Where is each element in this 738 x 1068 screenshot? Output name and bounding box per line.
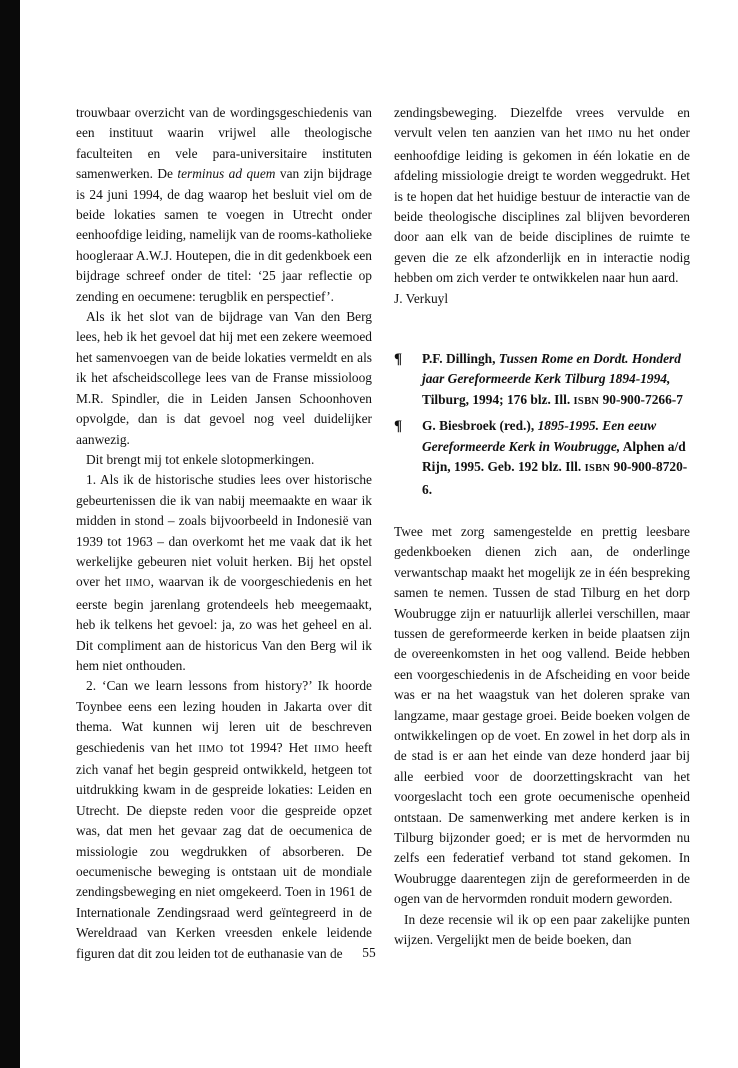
paragraph: 1. Als ik de historische studies lees over historische gebeurtenissen die ik van nabij meemaakte en waar ik midden in stond – zoals bijvoorbeeld in Indonesië van 1939 tot 1963 – dan overkomt het me vaak dat ik het werkelijke gebeuren niet voluit herken. Bij het opstel over het IIMO, waarvan ik de voorgeschiedenis en het eerste begin jarenlang grotendeels heb meegemaakt, heb ik telkens het gevoel: ja, zo was het geheel en al. Dit compliment aan de historicus Van den Berg wil ik hem niet onthouden. <box>76 472 372 673</box>
paragraph: Dit brengt mij tot enkele slotopmerkingen. <box>86 451 315 467</box>
italic-phrase: terminus ad quem <box>177 166 276 182</box>
paragraph: Twee met zorg samengestelde en prettig leesbare gedenkboeken dienen zich aan, de onderlinge verwantschap maakt het mogelijk ze in één bespreking samen te nemen. Tussen de stad Tilburg en het dorp Woubrugge zijn er natuurlijk allerlei verschillen, maar tussen de gereformeerde kerken in beide plaatsen zijn de overeenkomsten in het oog vallend. Beide hebben een voorgeschiedenis in de Afscheiding en voor beide was er na het waagstuk van het doleren sprake van langzame, maar gestage groei. Beide boeken volgen de ontwikkelingen op de voet. En zowel in het dorp als in de stad is er aan het einde van deze honderd jaar bij alle eerbied voor de doorzettingskracht van het voorgeslacht toch een grote oecumenische openheid ontstaan. De samenwerking met andere kerken is in Tilburg bijzonder goed; er is met de hervormden nu zelfs een federatief verband tot stand gekomen. In Woubrugge daarentegen zijn de gereformeerden in de ogen van de hervormden ronduit modern geworden. <box>394 523 690 907</box>
book-title: Tussen Rome en Dordt. Honderd jaar Gereformeerde Kerk Tilburg 1894-1994, <box>422 351 681 387</box>
book-reference: ¶ G. Biesbroek (red.), 1895-1995. Een eeuw Gereformeerde Kerk in Woubrugge, Alphen a/d Rijn, 1995. Geb. 192 blz. Ill. ISBN 90-900-8720-6. <box>394 416 690 500</box>
paragraph: zendingsbeweging. Diezelfde vrees vervulde en vervult velen ten aanzien van het IIMO nu het onder eenhoofdige leiding is gekomen in één lokatie en de afdeling missiologie dreigt te worden weggedrukt. Het is te hopen dat het huidige bestuur de interactie van de beide theologische disciplines zal blijven bevorderen door aan elk van de beide disciplines de ruimte te geven die ze elk afzonderlijk en in interactie nodig hebben om zich verder te ontwikkelen naar hun aard. <box>394 105 691 286</box>
book-reference: ¶ P.F. Dillingh, Tussen Rome en Dordt. Honderd jaar Gereformeerde Kerk Tilburg 1894-1994, Tilburg, 1994; 176 blz. Ill. ISBN 90-900-7266-7 <box>394 349 690 412</box>
acronym-iimo: IIMO <box>314 743 340 755</box>
left-column <box>76 103 372 964</box>
book-references <box>394 349 690 500</box>
paragraph: 2. ‘Can we learn lessons from history?’ Ik hoorde Toynbee eens een lezing houden in Jakarta over dit thema. Wat kunnen wij leren uit de beschreven geschiedenis van het IIMO tot 1994? Het IIMO heeft zich vanaf het begin gespreid ontwikkeld, hetgeen tot uitdrukking kwam in de gespreide lokaties: Leiden en Utrecht. De diepste reden voor die gespreide opzet was, dat men het gevaar zag dat de oecumenica de missiologie zou wegdrukken of absorberen. De oecumenische beweging is ontstaan uit de mondiale zendingsbeweging en niet omgekeerd. Toen in 1961 de Internationale Zendingsraad werd geïntegreerd in de Wereldraad van Kerken vreesden enkele leidende figuren dat dit zou leiden tot de euthanasie van de <box>76 678 373 961</box>
acronym-iimo: IIMO <box>125 578 151 590</box>
pilcrow-icon: ¶ <box>394 418 403 435</box>
acronym-iimo: IIMO <box>587 129 613 141</box>
book-title: 1895-1995. Een eeuw Gereformeerde Kerk in Woubrugge, <box>422 418 657 454</box>
review-body <box>394 522 690 951</box>
right-column <box>394 103 690 950</box>
scan-edge-shadow <box>0 0 20 1068</box>
acronym-iimo: IIMO <box>198 743 224 755</box>
pilcrow-icon: ¶ <box>394 351 403 368</box>
paragraph: trouwbaar overzicht van de wordingsgeschiedenis van een instituut waarin vrijwel alle theologische faculteiten en vele para-universitaire instituten samenwerken. De terminus ad quem van zijn bijdrage is 24 juni 1994, de dag waarop het besluit viel om de beide lokaties samen te voegen in Utrecht onder eenhoofdige leiding, namelijk van de rooms-katholieke hoogleraar A.W.J. Houtepen, die in dit gedenkboek een bijdrage schreef onder de titel: ‘25 jaar reflectie op zending en oecumene: terugblik en perspectief’. <box>76 105 372 304</box>
paragraph: Als ik het slot van de bijdrage van Van den Berg lees, heb ik het gevoel dat hij met een zekere weemoed het samenvoegen van de beide lokaties vermeldt en als ik het afscheidscollege lees van de Franse missioloog M.R. Spindler, die in Leiden Jansen Schoonhoven opvolgde, dan is dat gevoel nog veel duidelijker aanwezig. <box>76 309 372 447</box>
paragraph: In deze recensie wil ik op een paar zakelijke punten wijzen. Vergelijkt men de beide boeken, dan <box>394 911 690 948</box>
page-number: 55 <box>362 945 376 960</box>
author-signature: J. Verkuyl <box>394 290 449 306</box>
